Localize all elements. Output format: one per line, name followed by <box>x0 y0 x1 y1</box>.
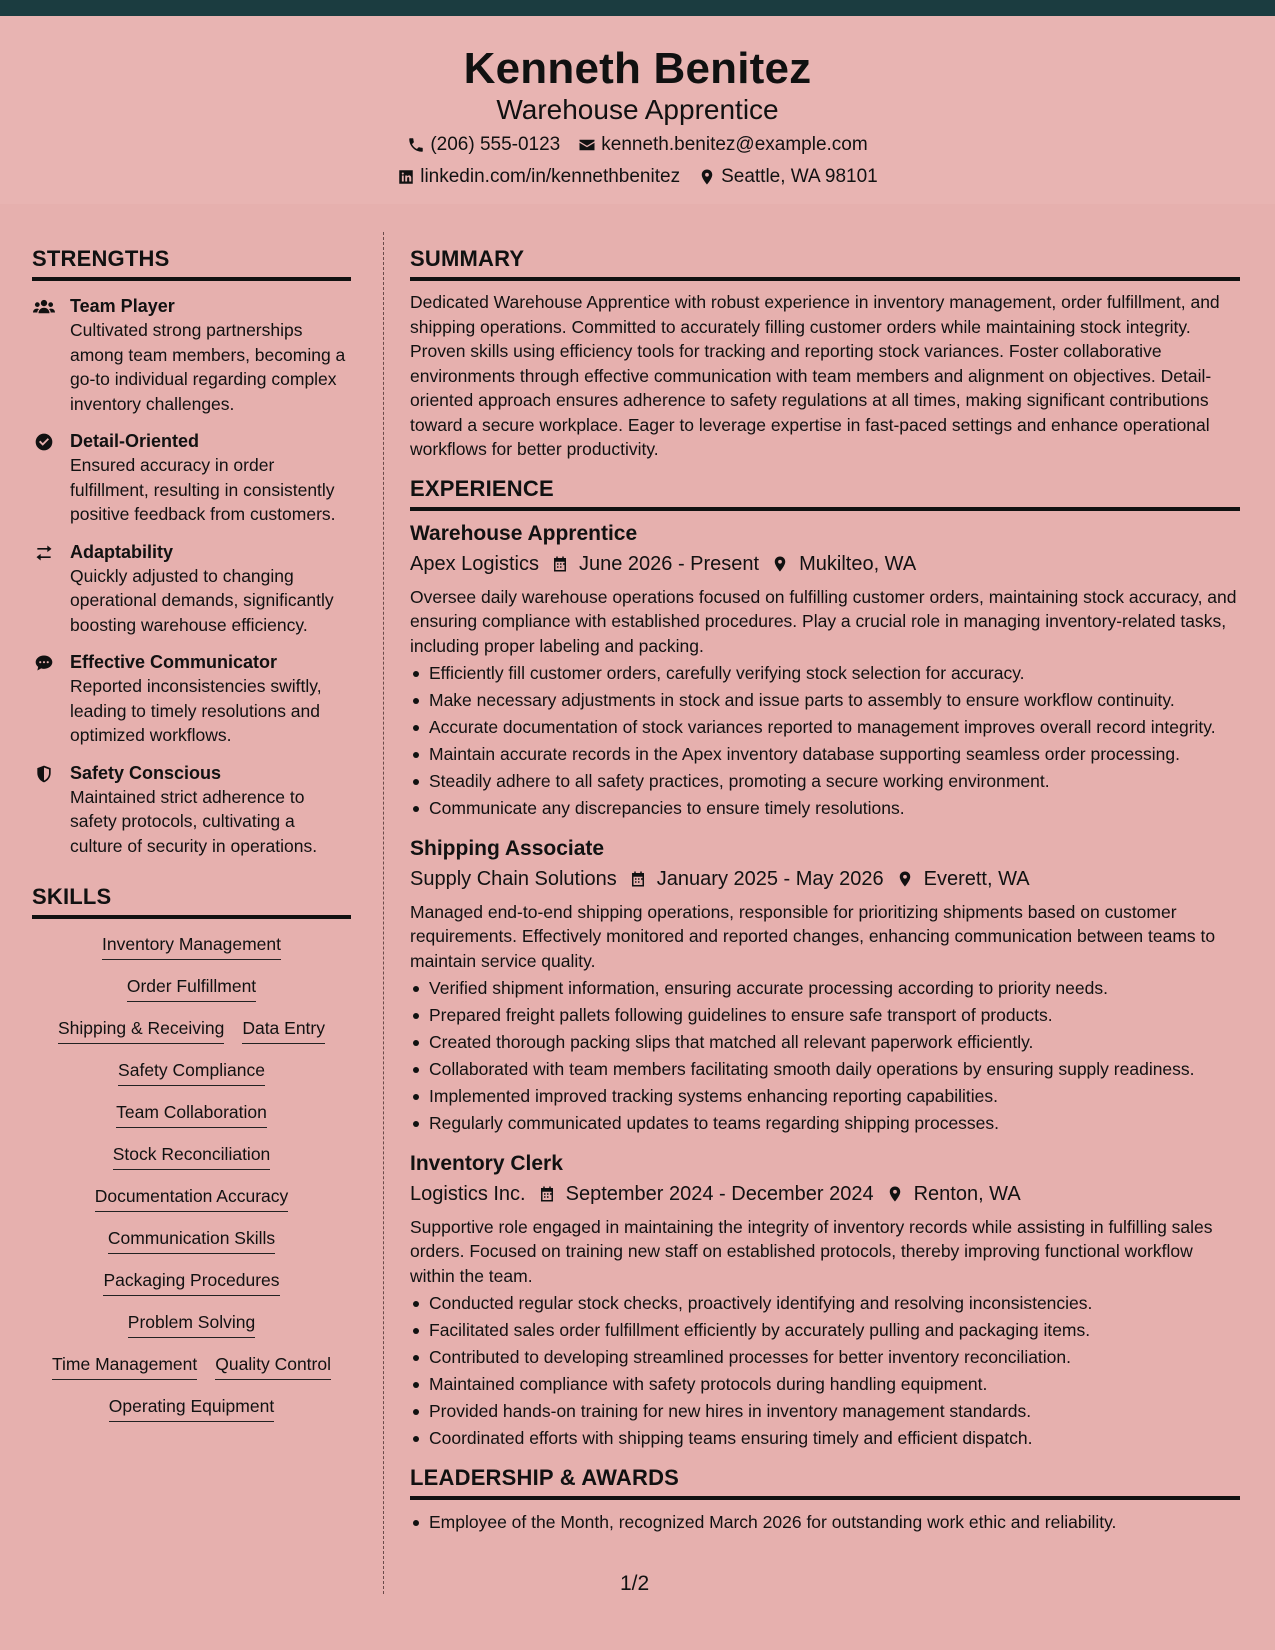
job-location: Renton, WA <box>913 1182 1021 1205</box>
bullet-item: Accurate documentation of stock variances reported to management improves overall record integrity. <box>410 715 1240 740</box>
phone-text: (206) 555-0123 <box>430 134 561 155</box>
job-location: Everett, WA <box>923 867 1030 890</box>
bullet-item: Facilitated sales order fulfillment efficiently by accurately pulling and packaging items. <box>410 1318 1240 1343</box>
linkedin-contact[interactable] <box>397 166 680 188</box>
job-entry <box>410 835 1240 1136</box>
contact-row-1 <box>0 134 1275 156</box>
strength-desc: Quickly adjusted to changing operational demands, significantly boosting warehouse efficiency. <box>70 565 334 635</box>
job-bullets <box>410 661 1240 821</box>
skill-tag: Documentation Accuracy <box>95 1185 289 1212</box>
bullet-item: Coordinated efforts with shipping teams ensuring timely and efficient dispatch. <box>410 1426 1240 1451</box>
strength-item <box>32 650 351 748</box>
job-description: Oversee daily warehouse operations focused on fulfilling customer orders, maintaining stock accuracy, and ensuring compliance with established procedures. Play a crucial role in managing inventory-related tasks, including proper labeling and packing. <box>410 586 1237 656</box>
email-text: kenneth.benitez@example.com <box>601 134 868 155</box>
skill-tag: Time Management <box>52 1353 197 1380</box>
awards-list <box>410 1510 1240 1535</box>
strength-name: Safety Conscious <box>70 762 222 783</box>
skills-heading: SKILLS <box>32 884 351 919</box>
job-title: Shipping Associate <box>410 836 605 860</box>
bullet-item: Prepared freight pallets following guidelines to ensure safe transport of products. <box>410 1003 1240 1028</box>
job-bullets <box>410 1291 1240 1451</box>
linkedin-text: linkedin.com/in/kennethbenitez <box>420 166 681 187</box>
strengths-heading: STRENGTHS <box>32 246 351 281</box>
left-column <box>32 246 351 1422</box>
calendar-icon <box>551 554 569 574</box>
map-pin-icon <box>771 554 789 574</box>
strength-item <box>32 429 351 527</box>
skill-tag: Shipping & Receiving <box>58 1017 224 1044</box>
strength-name: Team Player <box>70 296 175 316</box>
skill-tag: Problem Solving <box>128 1311 255 1338</box>
strength-item <box>32 294 351 416</box>
job-bullets <box>410 976 1240 1136</box>
awards-heading: LEADERSHIP & AWARDS <box>410 1465 1240 1500</box>
skill-tag: Data Entry <box>242 1017 325 1044</box>
skill-tag: Quality Control <box>215 1353 331 1380</box>
job-location: Mukilteo, WA <box>799 552 917 575</box>
location-text: Seattle, WA 98101 <box>721 166 878 187</box>
job-company: Supply Chain Solutions <box>410 867 617 890</box>
envelope-icon <box>578 136 596 154</box>
bullet-item: Regularly communicated updates to teams regarding shipping processes. <box>410 1111 1240 1136</box>
bullet-item: Implemented improved tracking systems enhancing reporting capabilities. <box>410 1084 1240 1109</box>
strength-name: Detail-Oriented <box>70 431 200 451</box>
calendar-icon <box>629 869 647 889</box>
email-contact[interactable] <box>578 134 867 156</box>
skill-tag: Safety Compliance <box>118 1059 265 1086</box>
job-dates: September 2024 - December 2024 <box>565 1182 874 1205</box>
job-meta <box>410 1179 1240 1209</box>
strength-item <box>32 761 351 859</box>
users-icon <box>33 297 55 317</box>
bullet-item: Contributed to developing streamlined processes for better inventory reconciliation. <box>410 1345 1240 1370</box>
skills-list <box>32 933 351 1422</box>
skill-tag: Communication Skills <box>108 1227 275 1254</box>
summary-heading: SUMMARY <box>410 246 1240 281</box>
bullet-item: Efficiently fill customer orders, carefully verifying stock selection for accuracy. <box>410 661 1240 686</box>
bullet-item: Maintain accurate records in the Apex inventory database supporting seamless order processing. <box>410 742 1240 767</box>
skill-tag: Packaging Procedures <box>103 1269 279 1296</box>
bullet-item: Collaborated with team members facilitating smooth daily operations by ensuring supply readiness. <box>410 1057 1240 1082</box>
job-dates: June 2026 - Present <box>578 552 760 575</box>
job-company: Apex Logistics <box>410 552 539 575</box>
phone-contact[interactable] <box>407 134 560 156</box>
strength-name: Adaptability <box>70 541 174 562</box>
linkedin-icon <box>397 168 415 186</box>
bullet-item: Maintained compliance with safety protocols during handling equipment. <box>410 1372 1240 1397</box>
strength-item <box>32 540 351 638</box>
location-contact <box>698 166 878 188</box>
strength-name: Effective Communicator <box>70 652 278 672</box>
skill-tag: Order Fulfillment <box>127 975 256 1002</box>
strength-desc: Maintained strict adherence to safety protocols, cultivating a culture of security in operations. <box>70 786 318 856</box>
strength-desc: Ensured accuracy in order fulfillment, resulting in consistently positive feedback from customers. <box>70 455 336 524</box>
check-circle-icon <box>33 432 55 452</box>
job-meta <box>410 864 1240 894</box>
calendar-icon <box>538 1184 556 1204</box>
top-accent-bar <box>0 0 1275 16</box>
job-description: Supportive role engaged in maintaining the integrity of inventory records while assisting in fulfilling sales orders. Focused on training new staff on established protocols, thereby improving functional workflow within the team. <box>410 1216 1213 1286</box>
award-item: Employee of the Month, recognized March 2026 for outstanding work ethic and reliability. <box>410 1510 1240 1535</box>
bullet-item: Make necessary adjustments in stock and issue parts to assembly to ensure workflow continuity. <box>410 688 1240 713</box>
right-column <box>410 246 1240 1537</box>
bullet-item: Steadily adhere to all safety practices, promoting a secure working environment. <box>410 769 1240 794</box>
contact-row-2 <box>0 166 1275 188</box>
skill-tag: Operating Equipment <box>109 1395 274 1422</box>
candidate-title: Warehouse Apprentice <box>496 94 779 125</box>
skill-tag: Team Collaboration <box>116 1101 267 1128</box>
job-entry <box>410 1150 1240 1451</box>
chat-icon <box>33 653 55 673</box>
bullet-item: Verified shipment information, ensuring accurate processing according to priority needs. <box>410 976 1240 1001</box>
shield-icon <box>33 764 55 784</box>
bullet-item: Communicate any discrepancies to ensure timely resolutions. <box>410 796 1240 821</box>
job-dates: January 2025 - May 2026 <box>656 867 884 890</box>
skill-tag: Inventory Management <box>102 933 281 960</box>
bullet-item: Provided hands-on training for new hires in inventory management standards. <box>410 1399 1240 1424</box>
map-pin-icon <box>698 168 716 186</box>
job-description: Managed end-to-end shipping operations, responsible for prioritizing shipments based on customer requirements. Effectively monitored and reported changes, enhancing communication between teams to maintain service quality. <box>410 901 1216 971</box>
job-title: Inventory Clerk <box>410 1151 563 1175</box>
phone-icon <box>407 136 425 154</box>
job-title: Warehouse Apprentice <box>410 521 638 545</box>
experience-heading: EXPERIENCE <box>410 476 1240 511</box>
job-company: Logistics Inc. <box>410 1182 526 1205</box>
job-entry <box>410 520 1240 821</box>
strength-desc: Reported inconsistencies swiftly, leading to timely resolutions and optimized workflows. <box>70 676 322 745</box>
column-divider <box>383 232 384 1594</box>
job-meta <box>410 549 1240 579</box>
map-pin-icon <box>886 1184 904 1204</box>
page-number: 1/2 <box>620 1572 650 1595</box>
exchange-icon <box>33 543 55 563</box>
bullet-item: Conducted regular stock checks, proactively identifying and resolving inconsistencies. <box>410 1291 1240 1316</box>
resume-header <box>0 16 1275 204</box>
candidate-name: Kenneth Benitez <box>463 44 812 93</box>
summary-text: Dedicated Warehouse Apprentice with robust experience in inventory management, order fulfillment, and shipping operations. Committed to accurately filling customer orders while maintaining stock integrity. Proven skills using efficiency tools for tracking and reporting stock variances. Foster collaborative environments through effective communication with team members and alignment on objectives. Detail-oriented approach ensures adherence to safety regulations at all times, making significant contributions toward a secure workplace. Eager to leverage expertise in fast-paced settings and enhance operational workflows for better productivity. <box>410 292 1220 459</box>
bullet-item: Created thorough packing slips that matched all relevant paperwork efficiently. <box>410 1030 1240 1055</box>
map-pin-icon <box>896 869 914 889</box>
skill-tag: Stock Reconciliation <box>113 1143 271 1170</box>
strength-desc: Cultivated strong partnerships among team members, becoming a go-to individual regarding complex inventory challenges. <box>70 320 346 414</box>
